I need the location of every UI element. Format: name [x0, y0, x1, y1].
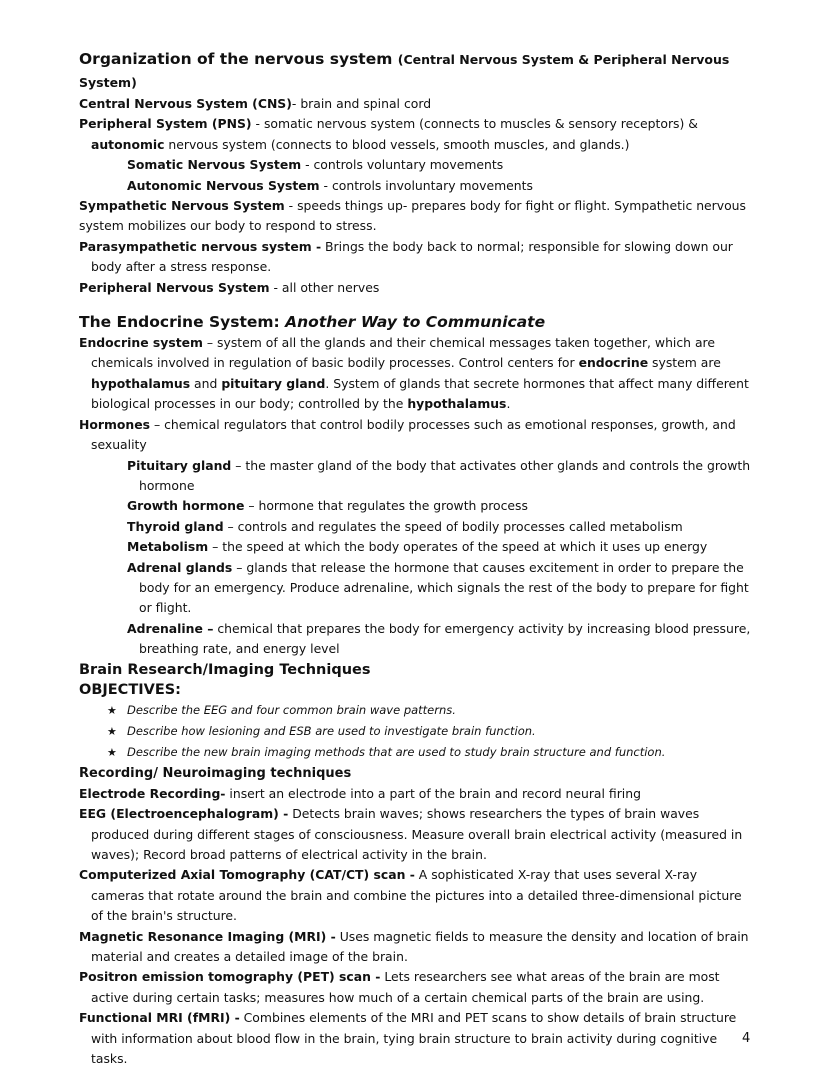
growth-def: – hormone that regulates the growth process — [244, 498, 528, 514]
objective-text: Describe the new brain imaging methods that are used to study brain structure and function. — [127, 745, 666, 760]
objectives-list — [79, 700, 751, 764]
page-number: 4 — [742, 1031, 751, 1046]
electrode-definition — [79, 784, 751, 804]
section-gap — [79, 298, 751, 311]
adrenaline-definition — [127, 619, 751, 660]
pns-definition — [79, 114, 751, 155]
thyroid-definition — [127, 517, 751, 537]
sympathetic-def: - speeds things up- prepares body for fight or flight. Sympathetic nervous system mobilizes our body to respond to stress. — [79, 198, 746, 234]
adrenal-definition — [127, 558, 751, 619]
endocrine-system-definition — [79, 333, 751, 415]
pet-definition — [79, 967, 751, 1008]
nervous-title: Organization of the nervous system — [79, 50, 393, 68]
pns-bold: autonomic — [91, 136, 165, 152]
mri-term: Magnetic Resonance Imaging (MRI) - — [79, 928, 336, 944]
pituitary-definition — [127, 456, 751, 497]
endocrine-t4: . System of glands that secrete hormones that affect many different biological processes in our body; controlled by the — [91, 375, 749, 412]
hormones-term: Hormones — [79, 416, 151, 432]
objectives-heading: OBJECTIVES: — [79, 681, 181, 698]
adrenal-def: – glands that release the hormone that causes excitement in order to prepare the body for an emergency. Produce adrenaline, which signals the rest of the body to prepare for fight or flight. — [139, 559, 749, 616]
objective-text: Describe how lesioning and ESB are used to investigate brain function. — [127, 723, 536, 738]
document-page — [79, 48, 751, 1069]
mri-definition — [79, 927, 751, 968]
endocrine-title-italic: Another Way to Communicate — [285, 313, 546, 332]
recording-heading: Recording/ Neuroimaging techniques — [79, 765, 352, 781]
list-item — [107, 721, 751, 742]
objective-text: Describe the EEG and four common brain wave patterns. — [127, 702, 456, 717]
parasympathetic-def: Brings the body back to normal; responsible for slowing down our body after a stress response. — [91, 238, 733, 275]
pituitary-term: Pituitary gland — [127, 457, 232, 473]
cat-definition — [79, 865, 751, 926]
autonomic-term: Autonomic Nervous System — [127, 177, 320, 193]
endocrine-heading — [79, 311, 751, 333]
endocrine-b3: pituitary gland — [221, 375, 326, 391]
endocrine-system-term: Endocrine system — [79, 335, 203, 351]
thyroid-term: Thyroid gland — [127, 518, 224, 534]
nervous-subtitle: (Central Nervous System & Peripheral Nervous System) — [79, 52, 730, 90]
eeg-definition — [79, 804, 751, 865]
electrode-def: insert an electrode into a part of the brain and record neural firing — [225, 785, 641, 801]
eeg-term: EEG (Electroencephalogram) - — [79, 806, 289, 822]
endocrine-b1: endocrine — [578, 355, 649, 371]
thyroid-def: – controls and regulates the speed of bodily processes called metabolism — [223, 518, 683, 534]
fmri-def: Combines elements of the MRI and PET scans to show details of brain structure with information about blood flow in the brain, tying brain structure to brain activity during cognitive tasks. — [91, 1010, 737, 1067]
endocrine-t1: – system of all the glands and their chemical messages taken together, which are chemicals involved in regulation of basic bodily processes. Control centers for — [91, 335, 716, 371]
brain-research-heading: Brain Research/Imaging Techniques — [79, 661, 371, 678]
endocrine-title: The Endocrine System: — [79, 313, 286, 332]
star-icon: ★ — [107, 724, 117, 738]
growth-term: Growth hormone — [127, 498, 245, 514]
cns-definition — [79, 94, 751, 114]
autonomic-definition — [127, 176, 751, 196]
nervous-system-heading — [79, 48, 751, 94]
growth-definition — [127, 496, 751, 516]
pet-term: Positron emission tomography (PET) scan - — [79, 969, 381, 985]
endocrine-b2: hypothalamus — [91, 375, 191, 391]
list-item — [107, 700, 751, 721]
eeg-def: Detects brain waves; shows researchers the types of brain waves produced during different stages of consciousness. Measure overall brain electrical activity (measured in waves); Record broad patterns of electrical activity in the brain. — [91, 806, 743, 862]
endocrine-t3: and — [190, 375, 222, 391]
peripheral-def: - all other nerves — [269, 279, 380, 295]
endocrine-b4: hypothalamus — [407, 396, 507, 412]
pet-def: Lets researchers see what areas of the brain are most active during certain tasks; measures how much of a certain chemical parts of the brain are using. — [91, 969, 720, 1005]
hormones-def: – chemical regulators that control bodily processes such as emotional responses, growth, and sexuality — [91, 416, 736, 453]
sympathetic-definition — [79, 196, 751, 237]
star-icon: ★ — [107, 703, 117, 717]
electrode-term: Electrode Recording- — [79, 785, 226, 801]
cat-term: Computerized Axial Tomography (CAT/CT) scan - — [79, 867, 415, 883]
fmri-definition — [79, 1008, 751, 1069]
cns-term: Central Nervous System (CNS) — [79, 96, 292, 111]
adrenaline-def: chemical that prepares the body for emergency activity by increasing blood pressure, breathing rate, and energy level — [139, 620, 751, 657]
endocrine-t2: system are — [648, 355, 721, 371]
metabolism-term: Metabolism — [127, 539, 209, 555]
pns-def2: nervous system (connects to blood vessels, smooth muscles, and glands.) — [164, 136, 630, 152]
peripheral-definition — [79, 278, 751, 298]
list-item — [107, 742, 751, 763]
somatic-def: - controls voluntary movements — [301, 157, 504, 173]
cns-def: - brain and spinal cord — [291, 96, 432, 111]
parasympathetic-term: Parasympathetic nervous system - — [79, 238, 322, 254]
adrenaline-term: Adrenaline – — [127, 620, 214, 636]
fmri-term: Functional MRI (fMRI) - — [79, 1010, 240, 1026]
endocrine-t5: . — [506, 396, 511, 412]
adrenal-term: Adrenal glands — [127, 559, 233, 575]
somatic-definition — [127, 155, 751, 175]
peripheral-term: Peripheral Nervous System — [79, 279, 270, 295]
sympathetic-term: Sympathetic Nervous System — [79, 198, 285, 214]
parasympathetic-definition — [79, 237, 751, 278]
pituitary-def: – the master gland of the body that activates other glands and controls the growth hormone — [139, 457, 751, 493]
cat-def: A sophisticated X-ray that uses several X-ray cameras that rotate around the brain and combine the pictures into a detailed three-dimensional picture of the brain's structure. — [91, 867, 742, 924]
autonomic-def: - controls involuntary movements — [319, 177, 533, 193]
metabolism-def: – the speed at which the body operates of the speed at which it uses up energy — [208, 539, 708, 555]
mri-def: Uses magnetic fields to measure the density and location of brain material and creates a detailed image of the brain. — [91, 928, 749, 965]
pns-def1: - somatic nervous system (connects to muscles & sensory receptors) & — [251, 116, 698, 132]
pns-term: Peripheral System (PNS) — [79, 116, 252, 132]
star-icon: ★ — [107, 746, 117, 760]
metabolism-definition — [127, 537, 751, 557]
somatic-term: Somatic Nervous System — [127, 157, 302, 173]
hormones-definition — [79, 415, 751, 456]
